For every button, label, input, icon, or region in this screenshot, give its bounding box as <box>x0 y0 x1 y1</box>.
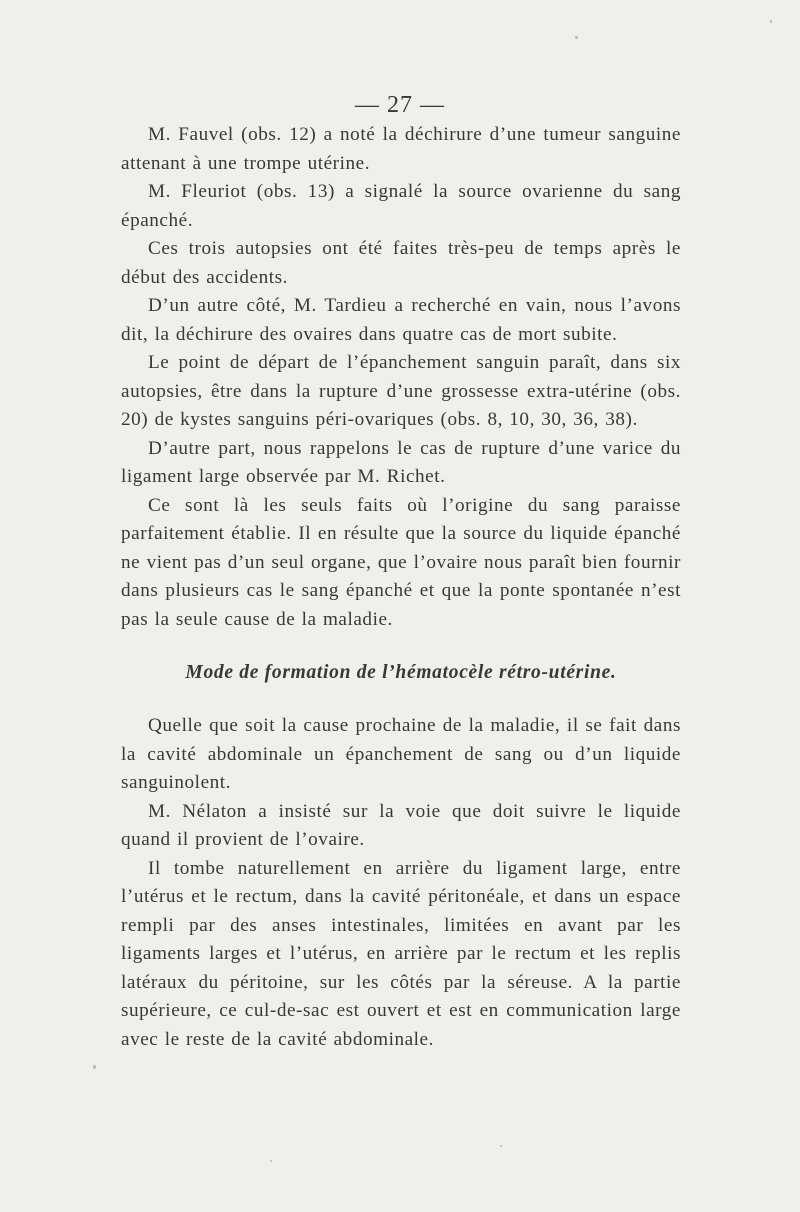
paragraph-trajet: Il tombe naturellement en arrière du ligament large, entre l’utérus et le rectum, dans la cavité péritonéale, et dans un espace rempli par des anses intestinales, limitées en avant par les ligaments larges et l’utérus, en arrière par le rectum et les replis latéraux du péritoine, sur les côtés par la séreuse. A la partie supérieure, ce cul-de-sac est ouvert et est en communication large avec le reste de la cavité abdominale. <box>121 857 681 1050</box>
paper-speck <box>93 1065 96 1069</box>
paper-speck <box>575 36 578 39</box>
paragraph-nelaton: M. Nélaton a insisté sur la voie que doit suivre le liquide quand il provient de l’ovaire. <box>121 800 681 850</box>
body-text <box>121 121 681 1054</box>
paragraph-point-de-depart: Le point de départ de l’épanchement sanguin paraît, dans six autopsies, être dans la rupture d’une grossesse extra-utérine (obs. 20) de kystes sanguins péri-ovariques (obs. 8, 10, 30, 36, 38). <box>121 352 681 430</box>
paper-speck <box>770 20 772 23</box>
paragraph-richet: D’autre part, nous rappelons le cas de rupture d’une varice du ligament large observée par M. Richet. <box>121 437 681 487</box>
paragraph-conclusion: Ce sont là les seuls faits où l’origine du sang paraisse parfaitement établie. Il en résulte que la source du liquide épanché ne vient pas d’un seul organe, que l’ovaire nous paraît bien fournir dans plusieurs cas le sang épanché et que la ponte spontanée n’est pas la seule cause de la maladie. <box>121 494 681 630</box>
paragraph-autopsies: Ces trois autopsies ont été faites très-peu de temps après le début des accidents. <box>121 238 681 288</box>
paragraph-fauvel: M. Fauvel (obs. 12) a noté la déchirure d’une tumeur sanguine attenant à une trompe utérine. <box>121 124 681 174</box>
page-number: — 27 — <box>355 92 445 118</box>
paragraph-tardieu: D’un autre côté, M. Tardieu a recherché en vain, nous l’avons dit, la déchirure des ovaires dans quatre cas de mort subite. <box>121 295 681 345</box>
paper-speck <box>270 1160 272 1162</box>
section-heading: Mode de formation de l’hématocèle rétro-utérine. <box>185 662 617 683</box>
paragraph-fleuriot: M. Fleuriot (obs. 13) a signalé la source ovarienne du sang épanché. <box>121 181 681 231</box>
paper-speck <box>500 1145 502 1147</box>
paragraph-cause: Quelle que soit la cause prochaine de la maladie, il se fait dans la cavité abdominale un épanchement de sang ou d’un liquide sanguinolent. <box>121 715 681 793</box>
